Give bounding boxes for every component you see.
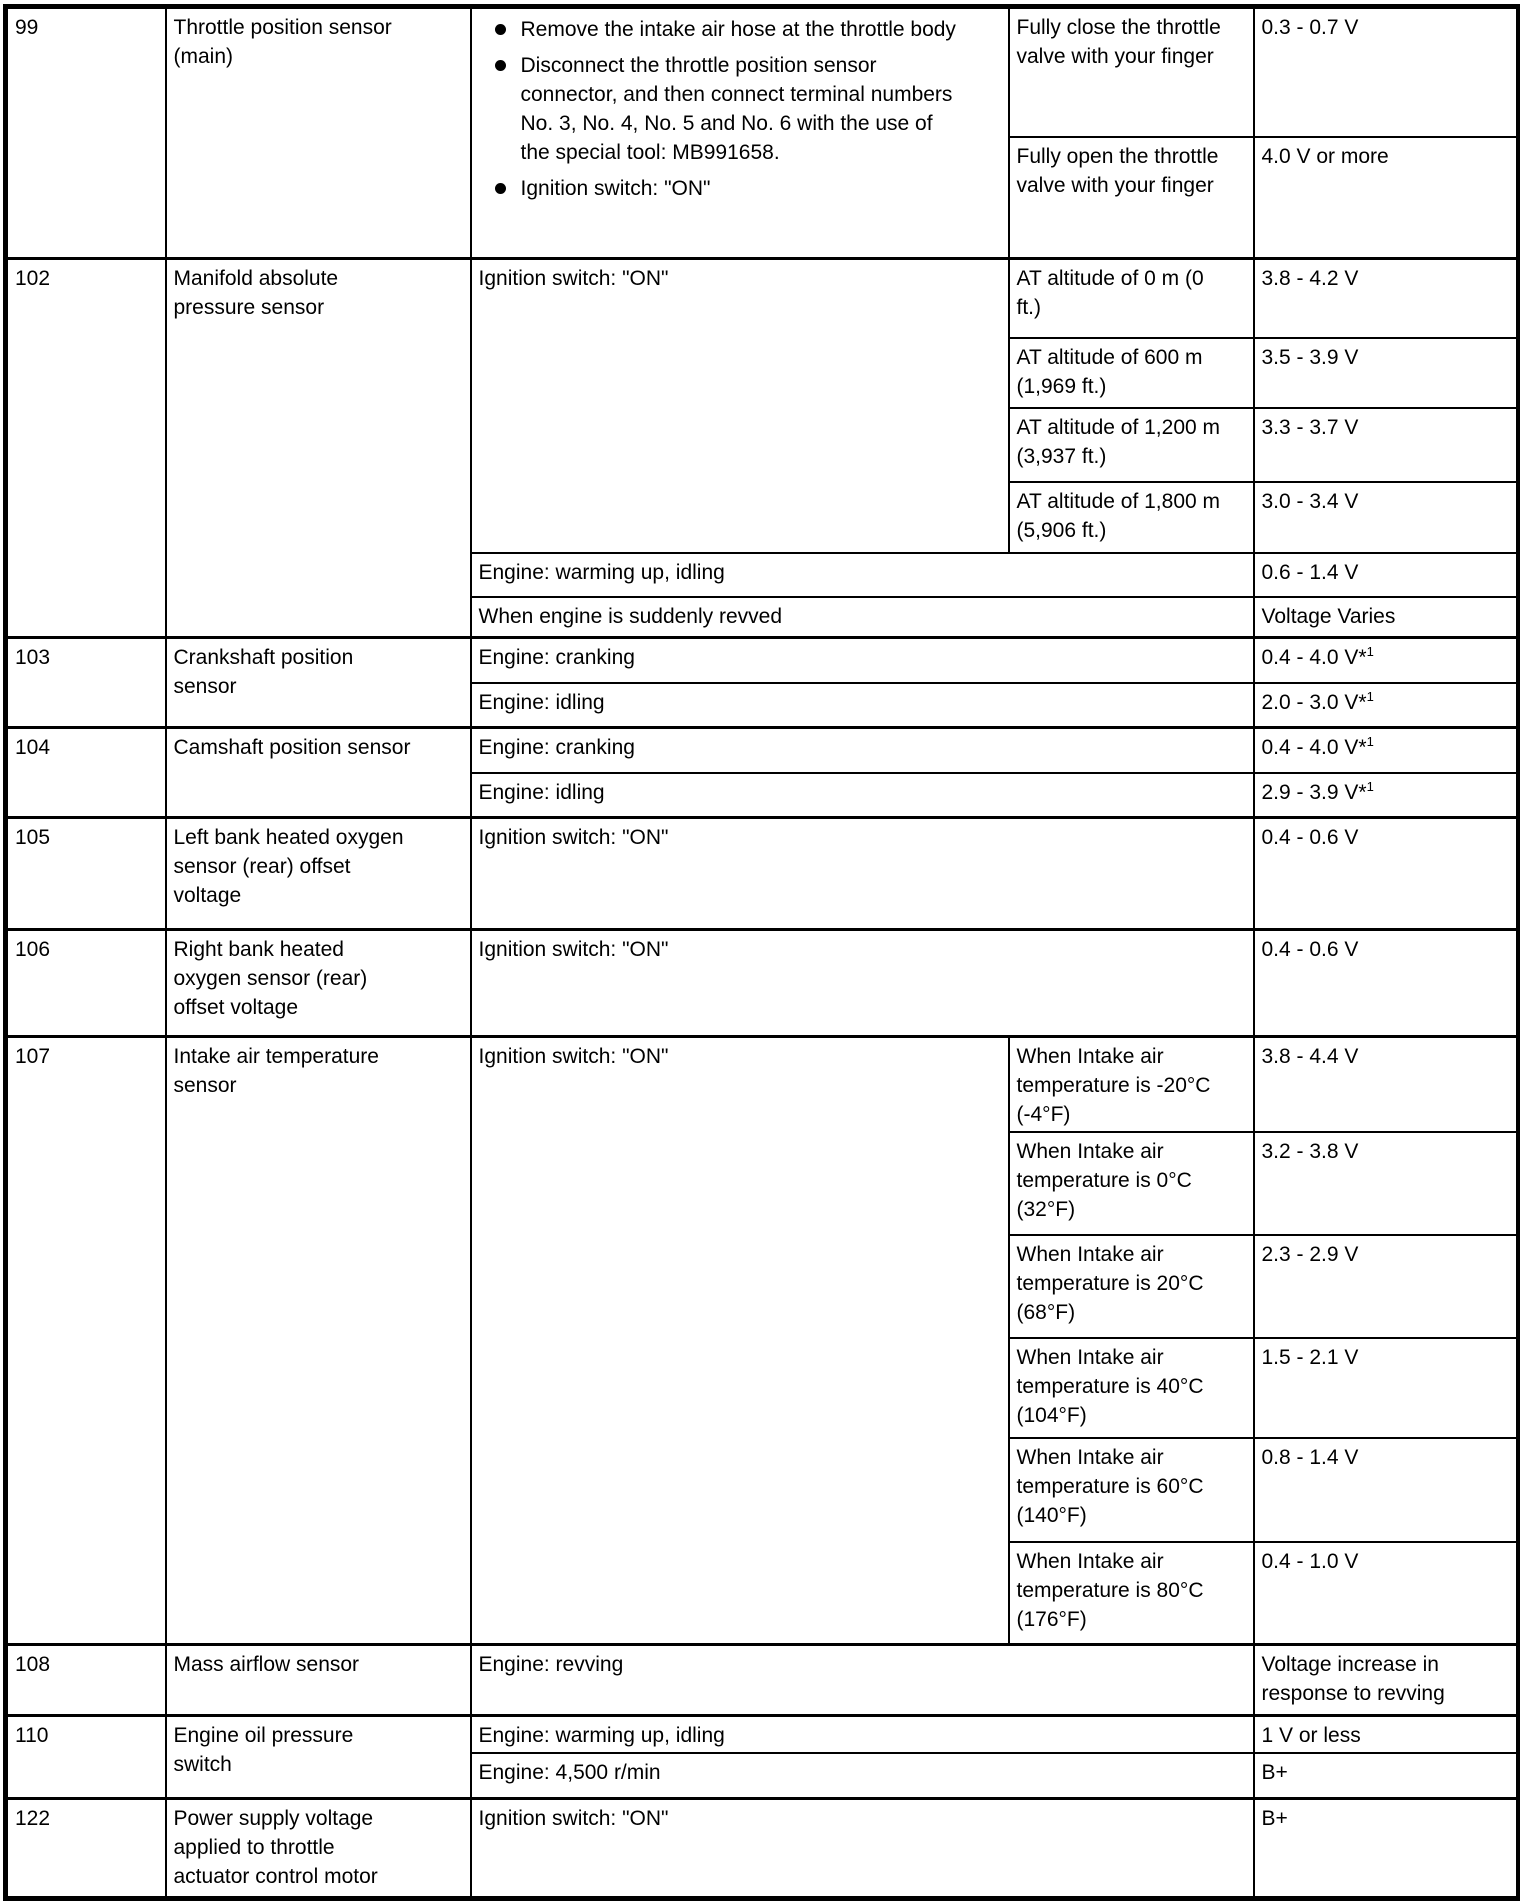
footnote-ref: 1 (1366, 644, 1374, 659)
footnote-ref: 1 (1366, 778, 1374, 794)
terminal-no-cell: 106 (6, 930, 166, 1037)
sub-condition-cell: AT altitude of 0 m (0 ft.) (1009, 259, 1254, 338)
normal-condition-cell: 3.2 - 3.8 V (1254, 1132, 1519, 1235)
normal-condition-cell: 4.0 V or more (1254, 137, 1519, 259)
bullet-item (478, 174, 964, 203)
normal-condition-cell: 3.3 - 3.7 V (1254, 408, 1519, 482)
check-item-cell: Throttle position sensor (main) (166, 7, 471, 259)
normal-condition-cell: 0.3 - 0.7 V (1254, 7, 1519, 137)
check-condition-cell: Engine: cranking (471, 728, 1254, 773)
check-condition-cell: Engine: cranking (471, 638, 1254, 683)
check-condition-cell: Engine: warming up, idling (471, 553, 1254, 597)
check-condition-cell: Ignition switch: "ON" (471, 930, 1254, 1037)
terminal-no-cell: 102 (6, 259, 166, 638)
normal-condition-cell: 3.5 - 3.9 V (1254, 338, 1519, 408)
normal-condition-cell (1254, 773, 1519, 818)
terminal-no-cell: 107 (6, 1037, 166, 1645)
check-condition-cell: Engine: revving (471, 1644, 1254, 1715)
check-item-cell: Right bank heated oxygen sensor (rear) offset voltage (166, 930, 471, 1037)
terminal-no-cell: 104 (6, 728, 166, 818)
check-condition-cell: Engine: idling (471, 773, 1254, 818)
check-item-cell: Engine oil pressure switch (166, 1715, 471, 1798)
normal-condition-cell: 2.3 - 2.9 V (1254, 1235, 1519, 1338)
sub-condition-cell: When Intake air temperature is 40°C (104°F) (1009, 1338, 1254, 1438)
normal-condition-cell: 1.5 - 2.1 V (1254, 1338, 1519, 1438)
bullet-icon (495, 183, 506, 194)
normal-condition-cell: 0.6 - 1.4 V (1254, 553, 1519, 597)
terminal-voltage-table (3, 4, 1520, 1901)
check-condition-cell: Ignition switch: "ON" (471, 1037, 1009, 1645)
check-condition-cell: When engine is suddenly revved (471, 597, 1254, 638)
sub-condition-cell: When Intake air temperature is 80°C (176°F) (1009, 1542, 1254, 1644)
sub-condition-cell: AT altitude of 1,200 m (3,937 ft.) (1009, 408, 1254, 482)
sub-condition-cell: AT altitude of 600 m (1,969 ft.) (1009, 338, 1254, 408)
bullet-icon (495, 24, 506, 35)
check-condition-cell: Engine: idling (471, 683, 1254, 728)
check-item-cell: Manifold absolute pressure sensor (166, 259, 471, 638)
check-condition-cell (471, 7, 1009, 259)
bullet-text: Remove the intake air hose at the throttle body (520, 18, 956, 41)
check-condition-cell: Ignition switch: "ON" (471, 1798, 1254, 1898)
sub-condition-cell: When Intake air temperature is 20°C (68°F) (1009, 1235, 1254, 1338)
sub-condition-cell: AT altitude of 1,800 m (5,906 ft.) (1009, 482, 1254, 553)
check-condition-cell: Ignition switch: "ON" (471, 818, 1254, 930)
normal-condition-cell: 1 V or less (1254, 1715, 1519, 1753)
check-item-cell: Mass airflow sensor (166, 1644, 471, 1715)
voltage-value: 0.4 - 4.0 V* (1261, 736, 1367, 759)
bullet-item (478, 51, 964, 167)
normal-condition-cell (1254, 683, 1519, 728)
voltage-value: 2.0 - 3.0 V* (1261, 690, 1367, 714)
terminal-no-cell: 103 (6, 638, 166, 728)
terminal-no-cell: 108 (6, 1644, 166, 1715)
normal-condition-cell (1254, 728, 1519, 773)
check-condition-cell: Ignition switch: "ON" (471, 259, 1009, 553)
sub-condition-cell: Fully open the throttle valve with your finger (1009, 137, 1254, 259)
normal-condition-cell: Voltage increase in response to revving (1254, 1644, 1519, 1715)
sub-condition-cell: When Intake air temperature is -20°C (-4°F) (1009, 1037, 1254, 1133)
bullet-icon (495, 60, 506, 71)
normal-condition-cell: 3.0 - 3.4 V (1254, 482, 1519, 553)
bullet-text: Ignition switch: "ON" (520, 177, 711, 200)
check-item-cell: Crankshaft position sensor (166, 638, 471, 728)
bullet-text: Disconnect the throttle position sensor connector, and then connect terminal numbers No. 3, No. 4, No. 5 and No. 6 with the use of the special tool: MB991658. (520, 54, 953, 164)
terminal-no-cell: 99 (6, 7, 166, 259)
terminal-no-cell: 105 (6, 818, 166, 930)
normal-condition-cell: 0.8 - 1.4 V (1254, 1438, 1519, 1542)
normal-condition-cell: B+ (1254, 1798, 1519, 1898)
check-condition-cell: Engine: 4,500 r/min (471, 1753, 1254, 1798)
footnote-ref: 1 (1366, 688, 1374, 704)
voltage-value: 0.4 - 4.0 V* (1261, 646, 1367, 669)
normal-condition-cell: 0.4 - 0.6 V (1254, 930, 1519, 1037)
sub-condition-cell: Fully close the throttle valve with your finger (1009, 7, 1254, 137)
normal-condition-cell: 3.8 - 4.2 V (1254, 259, 1519, 338)
check-item-cell: Camshaft position sensor (166, 728, 471, 818)
normal-condition-cell: B+ (1254, 1753, 1519, 1798)
normal-condition-cell: 0.4 - 1.0 V (1254, 1542, 1519, 1644)
normal-condition-cell (1254, 638, 1519, 683)
normal-condition-cell: 0.4 - 0.6 V (1254, 818, 1519, 930)
condition-bullet-list (478, 15, 964, 203)
check-item-cell: Power supply voltage applied to throttle actuator control motor (166, 1798, 471, 1898)
terminal-no-cell: 122 (6, 1798, 166, 1898)
terminal-no-cell: 110 (6, 1715, 166, 1798)
check-condition-cell: Engine: warming up, idling (471, 1715, 1254, 1753)
normal-condition-cell: 3.8 - 4.4 V (1254, 1037, 1519, 1133)
footnote-ref: 1 (1366, 734, 1374, 749)
check-item-cell: Intake air temperature sensor (166, 1037, 471, 1645)
sub-condition-cell: When Intake air temperature is 60°C (140°F) (1009, 1438, 1254, 1542)
bullet-item (478, 15, 964, 44)
check-item-cell: Left bank heated oxygen sensor (rear) offset voltage (166, 818, 471, 930)
voltage-value: 2.9 - 3.9 V* (1261, 780, 1367, 804)
normal-condition-cell: Voltage Varies (1254, 597, 1519, 638)
sub-condition-cell: When Intake air temperature is 0°C (32°F) (1009, 1132, 1254, 1235)
